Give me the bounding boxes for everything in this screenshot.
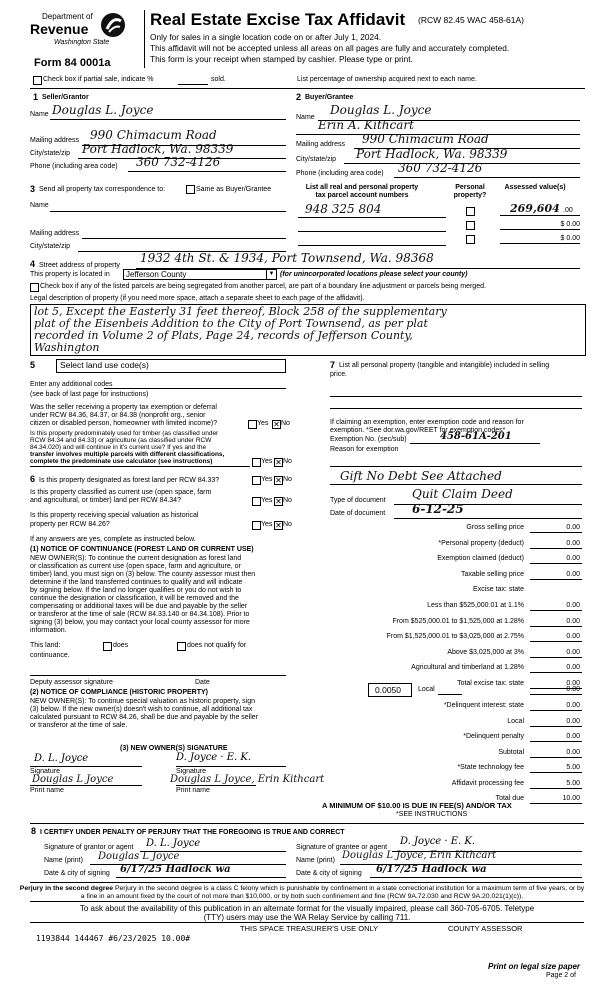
notice-1-f: continue the designation or classification, it will be removed and the [30,595,239,602]
calc-row-label: Gross selling price [466,524,524,531]
deputy-date-label: Date [195,679,210,686]
land-use-select[interactable] [56,359,286,373]
doc-type[interactable]: Quit Claim Deed [412,487,513,501]
boundary-checkbox[interactable] [30,283,39,292]
new-owner-sig-head: (3) NEW OWNER(S) SIGNATURE [120,745,228,752]
grantee-name-label: Name (print) [296,857,335,864]
calc-row-line [530,641,582,642]
local-rate-box[interactable] [368,683,412,697]
this-land-label: This land: [30,642,61,649]
parcel-1-line [298,217,446,218]
sig-line-2 [176,766,286,767]
timber-q-line [30,466,250,467]
divider [30,88,585,89]
partial-pct-line [178,84,208,85]
sig-label-1: Signature [30,768,60,775]
notice-1-h: or transferor at the time of sale (RCW 84.33.140 or 84.34.108). Prior to [30,611,250,618]
legal-label: Legal description of property (if you need more space, attach a separate sheet to each page of the affidavit). [30,295,365,302]
seller-addr-label: Mailing address [30,137,80,144]
access-line2: (TTY) users may use the WA Relay Service by calling 711. [203,913,411,922]
grantee-name[interactable]: Douglas L Joyce, Erin Kithcart [342,850,497,861]
calc2-row-label: *Delinquent interest: state [443,702,524,709]
access-line1: To ask about the availability of this publication in an alternate format for the visually impaired, please call 360-705-6705. Teletype [79,904,535,913]
calc-row-label: Taxable selling price [460,570,524,578]
print-label-2: Print name [176,787,210,794]
seller-city[interactable]: Port Hadlock, Wa. 98339 [82,142,234,156]
header-sub3: This form is your receipt when stamped by cashier. Please type or print. [150,54,413,64]
exempt-no-checkbox[interactable]: ✕ [273,420,280,429]
calc2-row-value[interactable]: 5.00 [566,779,580,787]
historic-yes-checkbox[interactable] [252,521,261,530]
section-2-head: Buyer/Grantee [305,94,354,101]
personal-1-checkbox[interactable] [466,207,475,216]
legal-line4: Washington [34,341,100,354]
calc2-row-value[interactable]: 5.00 [566,764,580,771]
seller-phone-label: Phone (including area code) [30,163,118,170]
calc-row-label: From $1,525,000.01 to $3,025,000 at 2.75% [386,633,524,641]
grantor-date[interactable]: 6/17/25 Hadlock wa [120,864,231,875]
calc-row-label: Agricultural and timberland at 1.28% [411,664,524,672]
calc2-row-value[interactable]: 0.00 [566,748,580,756]
list-pct-label: List percentage of ownership acquired next to each name. [297,76,477,83]
calc-row-label: Exemption claimed (deduct) [437,555,524,563]
calc-row-value[interactable]: 0.00 [566,633,580,641]
county-value: Jefferson County [126,270,187,279]
form-rcw: (RCW 82.45 WAC 458-61A) [418,15,524,25]
calc2-row-value[interactable]: 0.00 [566,733,580,740]
legal-line1: lot 5, Except the Easterly 31 feet thereof, Block 258 of the supplementary [34,305,447,318]
parcel-1[interactable]: 948 325 804 [305,202,382,216]
calc-row-line [530,657,582,658]
sig-label-2: Signature [176,768,206,775]
assessed-1-line [500,215,580,216]
grantor-name-label: Name (print) [44,857,83,864]
local-rate: 0.0050 [375,685,401,695]
grantee-sig[interactable]: D. Joyce · E. K. [400,836,476,847]
seller-addr[interactable]: 990 Chimacum Road [90,128,217,142]
sig-line-1 [30,766,142,767]
forest-q1: Is this property designated as forest land per RCW 84.33? [39,477,220,484]
exempt-q-3: citizen or disabled person, homeowner with limited income)? [30,420,218,427]
calc2-row-line [530,741,582,742]
calc-row-label: Total excise tax: state [457,680,524,687]
historic-q2: property per RCW 84.26? [30,521,110,528]
print-label-1: Print name [30,787,64,794]
calc2-row-label: Local [507,717,524,725]
grantor-date-line [116,877,286,878]
assessed-2: $ 0.00 [560,221,580,228]
perjury-line1: Perjury in the second degree Perjury in the second degree is a class C felony which is punishable by confinement in a state correctional institution for a maximum term of five years, or by [19,885,585,892]
calc2-row-value[interactable]: 0.00 [566,702,580,709]
print-name-2[interactable]: Douglas L Joyce, Erin Kithcart [170,774,325,785]
parcel-header: List all real and personal property tax parcel account numbers [305,184,419,200]
perjury-divider [30,882,584,883]
grantor-name[interactable]: Douglas L Joyce [98,851,180,862]
partial-sale-checkbox[interactable] [33,76,42,85]
calc-row-value[interactable]: 0.00 [566,648,580,656]
forest-no-checkbox[interactable]: ✕ [275,476,282,485]
exempt-yes-label: Yes [257,420,269,427]
dept-line2: Revenue [30,21,89,37]
new-owner-sig-1[interactable]: D. L. Joyce [34,753,89,764]
timber-q-5: complete the predominate use calculator (see instructions) [30,458,213,465]
notice-2-a: NEW OWNER(S): To continue special valuation as historic property, sign [30,698,255,705]
cert-head: I CERTIFY UNDER PENALTY OF PERJURY THAT THE FOREGOING IS TRUE AND CORRECT [40,829,345,836]
dept-line1: Department of [42,12,93,21]
calc2-row-label: Subtotal [498,748,524,756]
treasurer-label: THIS SPACE TREASURER'S USE ONLY [240,924,379,933]
notice-2-b: (3) below. If the new owner(s) doesn't wish to continue, all additional tax [30,706,253,713]
calc-row-value[interactable]: 0.00 [566,602,580,609]
deputy-sig-label: Deputy assessor signature [30,679,113,686]
forest-no-label: No [283,476,292,483]
exemption-no[interactable]: 458-61A-201 [440,431,512,442]
dor-swirl-icon [100,12,126,38]
assessed-2-line [500,229,580,230]
current-use-q2: and agricultural, or timber) land per RCW 84.34? [30,497,181,504]
notice-2-head: (2) NOTICE OF COMPLIANCE (HISTORIC PROPERTY) [30,689,208,696]
county-select[interactable] [123,269,277,280]
reason-label: Reason for exemption [330,446,399,453]
calc2-row-value[interactable]: 0.00 [566,717,580,725]
assessed-1[interactable]: 269,604 [510,202,560,215]
print-name-1[interactable]: Douglas L Joyce [32,774,114,785]
boundary-label: Check box if any of the listed parcels are being segregated from another parcel, are part of a boundary line adjustment or parcels being merged. [40,283,486,290]
deputy-sig-line [30,675,286,676]
calc-row-label: Above $3,025,000 at 3% [447,648,524,656]
print-line-1 [30,785,142,786]
buyer-phone-label: Phone (including area code) [296,170,384,177]
buyer-phone-line [394,177,580,178]
grantee-date-line [370,877,582,878]
corr-name-label: Name [30,202,49,209]
assessed-3-line [500,243,580,244]
section-8-num: 8 [31,826,37,836]
historic-no-label: No [283,521,292,528]
timber-q-4: transfer involves multiple parcels with different classifications, [30,451,225,458]
perjury-line2: a fine in an amount fixed by the court of not more than $10,000, or by both such confinement and fine (RCW 9A.72.030 and RCW 9A.20.021(1)(c)). [80,893,524,900]
grantor-sig[interactable]: D. L. Joyce [146,838,201,849]
calc2-row-line [530,772,582,773]
grantor-sig-label: Signature of grantor or agent [44,844,134,851]
current-use-yes-checkbox[interactable] [252,497,261,506]
calc2-row-line [530,710,582,711]
chevron-down-icon: ▼ [266,270,276,279]
calc2-row-line [530,803,582,804]
personal-prop-header: Personal property? [453,184,487,200]
seller-name[interactable]: Douglas L. Joyce [52,103,154,117]
notice-1-c: timber) land, you must sign on (3) below. The county assessor must then [30,571,256,578]
dor-logo [30,10,130,54]
personal-3-checkbox[interactable] [466,235,475,244]
calc-row-value[interactable]: 0.00 [566,617,580,625]
continuance-label: continuance. [30,652,70,659]
notice-1-d: determine if the land transferred continues to qualify and will indicate [30,579,243,586]
form-number: Form 84 0001a [34,57,111,69]
see-instructions: *SEE INSTRUCTIONS [396,811,468,818]
notice-1-j: information. [30,627,67,634]
same-as-buyer-checkbox[interactable] [186,185,195,194]
historic-yes-label: Yes [261,521,273,528]
calc-row-label: Less than $525,000.01 at 1.1% [427,602,524,609]
same-as-buyer-label: Same as Buyer/Grantee [196,186,272,193]
doc-date[interactable]: 6-12-25 [412,502,464,516]
notice-1-a: NEW OWNER(S): To continue the current designation as forest land [30,555,242,562]
personal-prop-label: List all personal property (tangible and intangible) included in selling [339,362,550,369]
buyer-name2[interactable]: Erin A. Kithcart [318,118,414,132]
legal-line2: plat of the Eisenbeis Addition to the City of Port Townsend, as per plat [34,317,428,330]
street-address[interactable]: 1932 4th St. & 1934, Port Townsend, Wa. 98368 [140,251,434,265]
if-yes-note: If any answers are yes, complete as instructed below. [30,536,196,543]
legal-paper-note: Print on legal size paper [488,962,581,971]
current-use-yes-label: Yes [261,497,273,504]
calc-row-line [530,579,582,580]
notice-2-c: calculated pursuant to RCW 84.26, shall be due and payable by the seller [30,714,259,721]
personal-prop-label2: price. [330,371,348,378]
reason[interactable]: Gift No Debt See Attached [340,469,502,483]
new-owner-sig-2[interactable]: D. Joyce · E. K. [176,752,252,763]
timber-q-1: Is this property predominately used for timber (as classified under [30,430,219,437]
current-use-q1: Is this property classified as current use (open space, farm [30,489,212,496]
personal-2-checkbox[interactable] [466,221,475,230]
partial-sold-label: sold. [211,76,226,83]
parcel-2-line [298,231,446,232]
calc-row-value[interactable]: 0.00 [566,664,580,672]
seller-phone-line [128,171,286,172]
personal-line-1 [330,396,582,397]
calc-row-value[interactable]: 0.00 [566,555,580,563]
calc2-row-line [530,726,582,727]
header-divider [144,10,145,68]
timber-q-2: RCW 84.34 and 84.33) or agriculture (as classified under RCW [30,437,212,444]
exempt-no-label: No [281,420,290,427]
buyer-name-label: Name [296,114,315,121]
seller-phone[interactable]: 360 732-4126 [136,155,221,169]
grantee-date-label: Date & city of signing [296,870,362,877]
minimum-note: A MINIMUM OF $10.00 IS DUE IN FEE(S) AND/OR TAX [322,801,512,810]
forest-yes-checkbox[interactable] [252,476,261,485]
exemption-no-label: Exemption No. (sec/sub) [330,436,407,443]
buyer-name1[interactable]: Douglas L. Joyce [330,103,432,117]
corr-city-label: City/state/zip [30,243,71,250]
corr-addr-line [82,238,286,239]
calc2-row-label: Affidavit processing fee [451,779,524,787]
grantor-date-label: Date & city of signing [44,870,110,877]
seller-city-label: City/state/zip [30,150,71,157]
calc-row-line [530,532,582,533]
timber-yes-label: Yes [261,458,273,465]
doc-date-label: Date of document [330,510,386,517]
perjury-text1: Perjury in the second degree is a class C felony which is punishable by confinement in a state correctional institution for a maximum term of five years, or by [114,885,585,892]
dept-line3: Washington State [54,39,110,46]
calc2-row-value[interactable]: 10.00 [562,795,580,802]
section-1-head: Seller/Grantor [42,94,89,101]
notice-1-head: (1) NOTICE OF CONTINUANCE (FOREST LAND OR CURRENT USE) [30,546,254,553]
notice-1-b: or classification as current use (open space, farm and agriculture, or [30,563,241,570]
timber-yes-checkbox[interactable] [252,458,261,467]
buyer-phone[interactable]: 360 732-4126 [398,161,483,175]
corr-addr-label: Mailing address [30,230,80,237]
calc-row-line [530,672,582,673]
partial-sale-label: Check box if partial sale, indicate % [43,76,154,83]
current-use-no-checkbox[interactable]: ✕ [275,497,282,506]
street-label: Street address of property [39,262,120,269]
section-7-num: 7 [330,360,336,370]
calc-row-value[interactable]: 0.00 [566,680,580,687]
calc-row-line [530,563,582,564]
county-note: (for unincorporated locations please select your county) [280,271,468,278]
reason-line-2 [330,484,582,485]
assessed-1-cents: .00 [563,207,573,214]
calc-row-label: From $525,000.01 to $1,525,000 at 1.28% [392,617,524,625]
exempt-claim-1: If claiming an exemption, enter exemption code and reason for [330,419,524,426]
buyer-addr-label: Mailing address [296,141,346,148]
doc-date-line [394,518,582,519]
does-not-label: does not qualify for [187,642,247,649]
section-4-num: 4 [30,259,36,269]
local-value: 0.00 [566,686,580,693]
exempt-claim-2: exemption. *See dor.wa.gov/REET for exemption codes* [330,427,506,434]
timber-q-3: 84.34.020) and will continue in it's current use? If yes and the [30,444,207,451]
notice-1-i: signing (3) below, you may contact your local county assessor for more [30,619,250,626]
parcel-3-line [298,245,446,246]
form-title: Real Estate Excise Tax Affidavit [150,10,406,29]
seller-name-line [50,119,286,120]
timber-no-label: No [283,458,292,465]
does-label: does [113,642,129,649]
buyer-addr[interactable]: 990 Chimacum Road [362,132,489,146]
calc2-row-label: Total due [495,795,524,802]
calc-row-line [530,548,582,549]
exempt-q-2: under RCW 84.36, 84.37, or 84.38 (nonprofit org., senior [30,412,206,419]
corr-label: Send all property tax correspondence to: [39,186,166,193]
assessed-header: Assessed value(s) [504,184,566,191]
historic-no-checkbox[interactable]: ✕ [275,521,282,530]
personal-line-2 [330,408,582,409]
corr-name-line [50,211,286,212]
add-codes-line [104,388,286,389]
calc-row-label: *Personal property (deduct) [438,539,524,547]
local-line [438,694,462,695]
grantee-sig-label: Signature of grantee or agent [296,844,388,851]
buyer-city-label: City/state/zip [296,156,337,163]
current-use-no-label: No [283,497,292,504]
land-use-value: Select land use code(s) [60,360,149,370]
notice-1-g: compensating or additional taxes will be due and payable by the seller [30,603,248,610]
add-codes-label: Enter any additional codes [30,381,113,388]
historic-q1: Is this property receiving special valuation as historical [30,512,199,519]
section-3-num: 3 [30,184,36,194]
calc2-row-line [530,757,582,758]
calc2-row-label: *Delinquent penalty [463,733,524,740]
section-2-num: 2 [296,92,302,102]
forest-yes-label: Yes [261,476,273,483]
doc-type-label: Type of document [330,497,386,504]
cert-divider [30,823,584,824]
assessor-label: COUNTY ASSESSOR [448,924,523,933]
exempt-yes-checkbox[interactable] [248,420,257,429]
page-number: Page 2 of [546,972,576,979]
notice-1-e: by signing below. If the land no longer qualifies or you do not wish to [30,587,242,594]
calc-row-line [530,610,582,611]
seller-name-label: Name [30,111,49,118]
add-codes-hint: (see back of last page for instructions) [30,391,149,398]
exempt-q-1: Was the seller receiving a property tax exemption or deferral [30,404,217,411]
local-label: Local [418,686,435,693]
header-sub1: Only for sales in a single location code on or after July 1, 2024. [150,32,382,42]
section-6-num: 6 [30,474,36,484]
does-not-checkbox[interactable] [177,642,186,651]
grantee-date[interactable]: 6/17/25 Hadlock wa [376,864,487,875]
notice-2-d: or transferor at the time of sale. [30,722,128,729]
reason-line-1 [330,466,582,467]
calc-row-label: Excise tax: state [473,586,524,594]
treasurer-stamp: 1193844 144467 #6/23/2025 10.00# [36,934,191,943]
buyer-city[interactable]: Port Hadlock, Wa. 98339 [356,147,508,161]
section-1-num: 1 [33,92,39,102]
calc-row-line [530,626,582,627]
does-checkbox[interactable] [103,642,112,651]
calc2-row-line [530,788,582,789]
exemption-no-line [410,443,540,444]
assessed-3: $ 0.00 [560,235,580,242]
county-label: This property is located in [30,271,110,278]
calc2-row-label: *State technology fee [457,764,524,771]
local-value-line [530,694,582,695]
header-sub2: This affidavit will not be accepted unless all areas on all pages are fully and accurately completed. [150,43,510,53]
section-5-num: 5 [30,360,36,370]
legal-line3: recorded in Volume 2 of Plats, Page 24, records of Jefferson County, [34,329,413,342]
calc-row-value[interactable]: 0.00 [566,524,580,531]
print-line-2 [176,785,256,786]
calc-row-value[interactable]: 0.00 [566,539,580,547]
calc-row-value[interactable]: 0.00 [566,570,580,578]
timber-no-checkbox[interactable]: ✕ [275,458,282,467]
